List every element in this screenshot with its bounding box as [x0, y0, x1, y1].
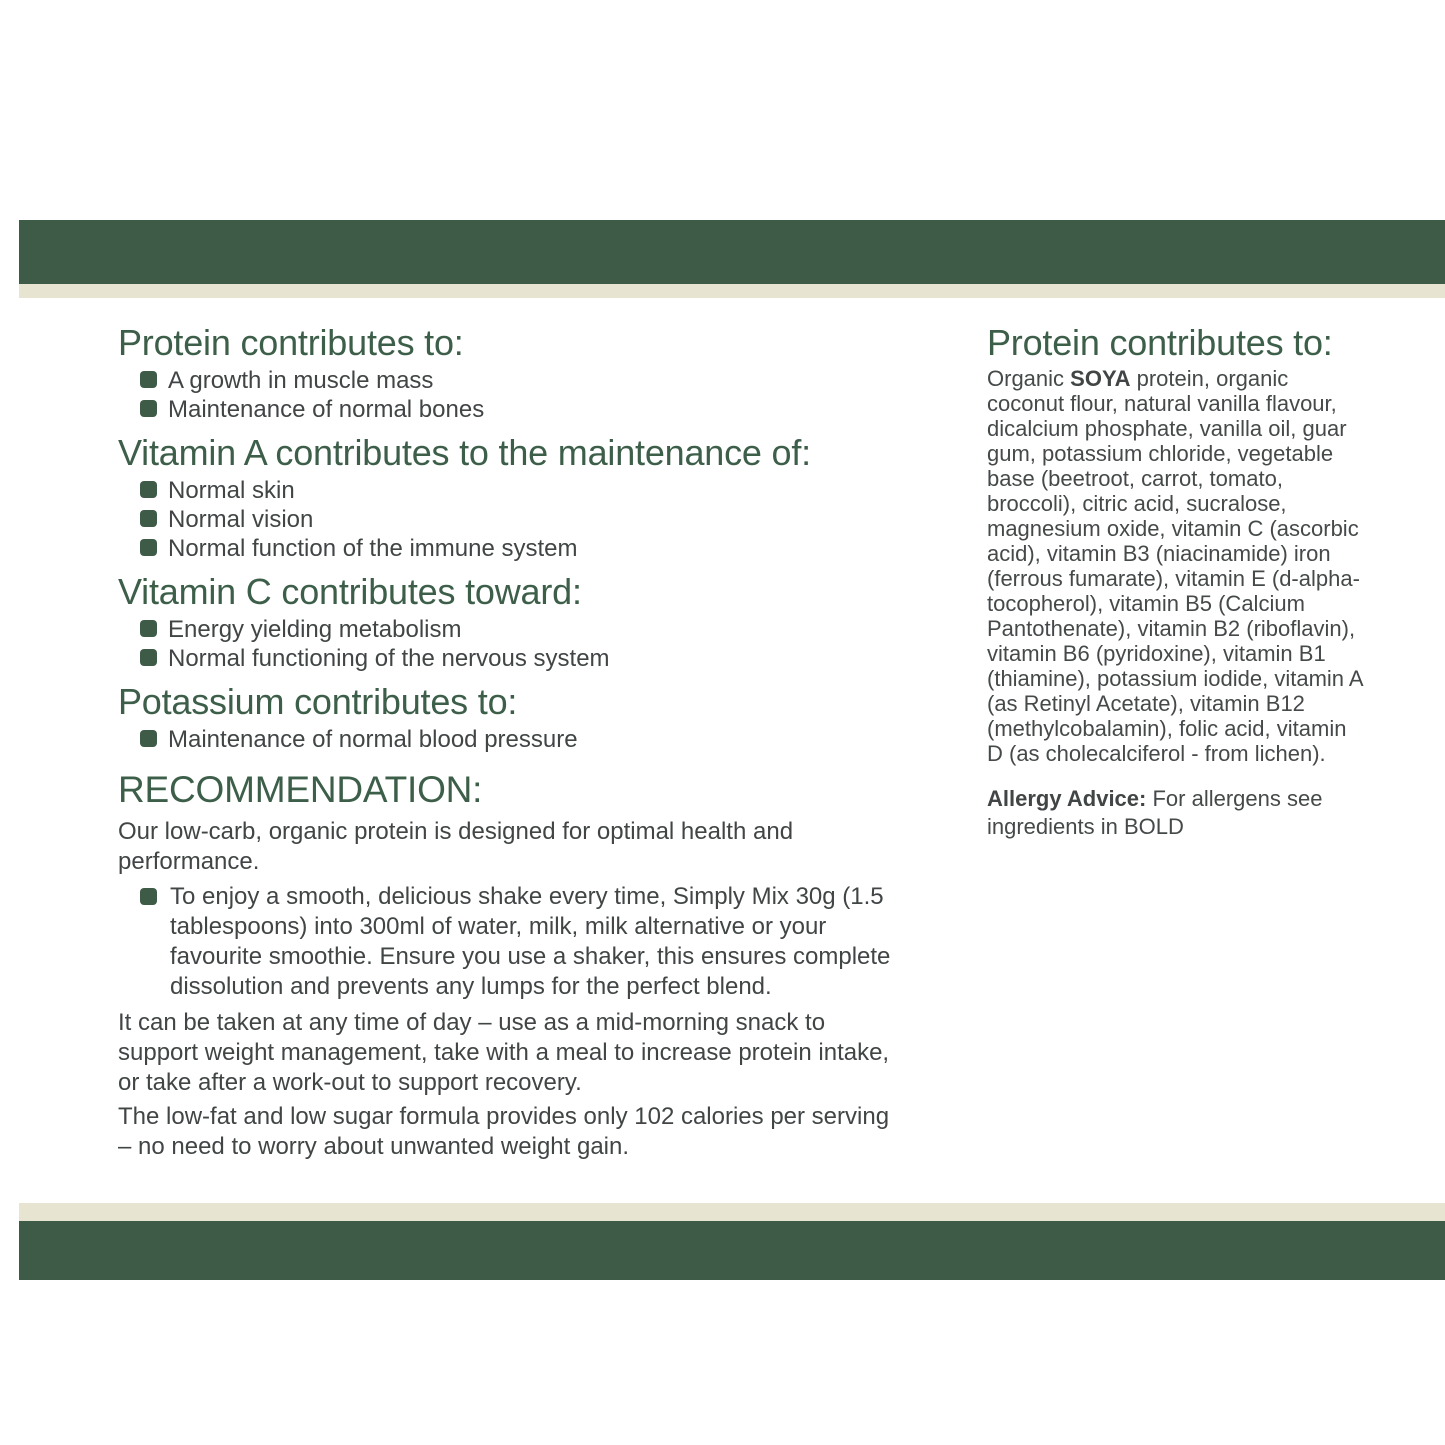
- benefit-text: Normal skin: [168, 477, 295, 504]
- section-heading-vitamin-c: Vitamin C contributes toward:: [118, 571, 582, 612]
- benefit-text: A growth in muscle mass: [168, 367, 434, 394]
- protein-benefit-list: [118, 366, 898, 424]
- top-green-bar: [19, 220, 1445, 284]
- vitamin-c-benefit-list: [118, 615, 898, 673]
- section-heading-vitamin-a: Vitamin A contributes to the maintenance of:: [118, 432, 811, 473]
- recommendation-intro: Our low-carb, organic protein is designed for optimal health and performance.: [118, 818, 794, 875]
- list-item: [118, 366, 898, 395]
- bullet-square-icon: [140, 481, 157, 498]
- recommendation-bullet-text: To enjoy a smooth, delicious shake every time, Simply Mix 30g (1.5 tablespoons) into 300ml of water, milk, milk alternative or your favourite smoothie. Ensure you use a shaker, this ensures complete dissolution and prevents any lumps for the perfect blend.: [170, 883, 891, 1000]
- section-heading-potassium: Potassium contributes to:: [118, 681, 518, 722]
- list-item: [118, 644, 898, 673]
- bullet-square-icon: [140, 539, 157, 556]
- bottom-cream-bar: [19, 1203, 1445, 1221]
- benefit-text: Maintenance of normal bones: [168, 396, 485, 423]
- benefit-text: Maintenance of normal blood pressure: [168, 726, 578, 753]
- bullet-square-icon: [140, 649, 157, 666]
- benefit-text: Energy yielding metabolism: [168, 616, 462, 643]
- ingredients-column: [987, 322, 1367, 841]
- bullet-square-icon: [140, 400, 157, 417]
- list-item: [118, 476, 898, 505]
- ingredients-heading: Protein contributes to:: [987, 322, 1333, 363]
- benefit-text: Normal vision: [168, 506, 314, 533]
- allergy-advice-label: Allergy Advice:: [987, 786, 1147, 811]
- recommendation-paragraph-calories: The low-fat and low sugar formula provides only 102 calories per serving – no need to worry about unwanted weight gain.: [118, 1103, 890, 1160]
- list-item: [118, 725, 898, 754]
- recommendation-bullet: [118, 882, 898, 1002]
- recommendation-heading: RECOMMENDATION:: [118, 769, 483, 810]
- potassium-benefit-list: [118, 725, 898, 754]
- benefit-text: Normal functioning of the nervous system: [168, 645, 610, 672]
- allergy-advice: [987, 785, 1367, 841]
- list-item: [118, 615, 898, 644]
- benefits-column: [118, 322, 898, 1162]
- bottom-green-bar: [19, 1221, 1445, 1280]
- bullet-square-icon: [140, 620, 157, 637]
- section-heading-protein: Protein contributes to:: [118, 322, 464, 363]
- vitamin-a-benefit-list: [118, 476, 898, 563]
- ingredients-prefix: Organic: [987, 366, 1071, 391]
- benefit-text: Normal function of the immune system: [168, 535, 578, 562]
- list-item: [118, 505, 898, 534]
- allergen-bold-text: SOYA: [1070, 366, 1131, 391]
- bullet-square-icon: [140, 730, 157, 747]
- bullet-square-icon: [140, 888, 157, 905]
- ingredients-rest: protein, organic coconut flour, natural vanilla flavour, dicalcium phosphate, vanilla oil, guar gum, potassium chloride, vegetable base (beetroot, carrot, tomato, broccoli), citric acid, sucralose, magnesium oxide, vitamin C (ascorbic acid), vitamin B3 (niacinamide) iron (ferrous fumarate), vitamin E (d-alpha-tocopherol), vitamin B5 (Calcium Pantothenate), vitamin B2 (riboflavin), vitamin B6 (pyridoxine), vitamin B1 (thiamine), potassium iodide, vitamin A (as Retinyl Acetate), vitamin B12 (methylcobalamin), folic acid, vitamin D (as cholecalciferol - from lichen).: [987, 366, 1363, 766]
- bullet-square-icon: [140, 510, 157, 527]
- ingredients-text: [987, 366, 1367, 766]
- bullet-square-icon: [140, 371, 157, 388]
- list-item: [118, 395, 898, 424]
- top-cream-bar: [19, 284, 1445, 298]
- allergy-advice-text: For allergens see ingredients in BOLD: [987, 786, 1323, 839]
- recommendation-paragraph-timing: It can be taken at any time of day – use as a mid-morning snack to support weight management, take with a meal to increase protein intake, or take after a work-out to support recovery.: [118, 1009, 890, 1096]
- list-item: [118, 534, 898, 563]
